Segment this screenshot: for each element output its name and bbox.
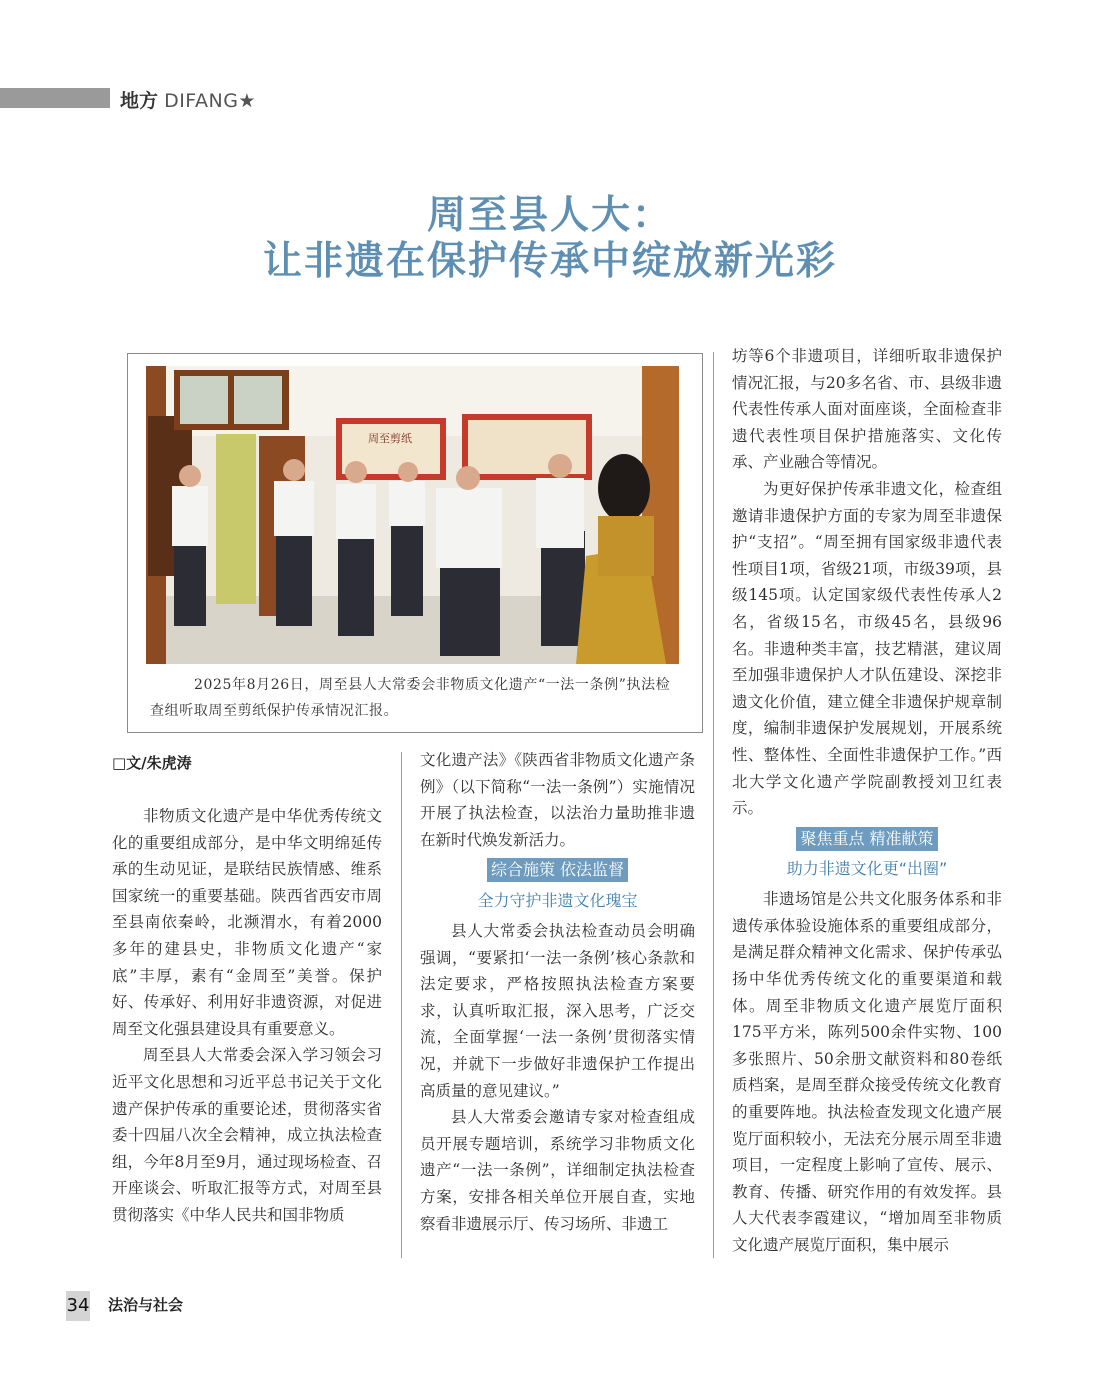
exhibit-board-title: 周至剪纸 xyxy=(368,432,412,445)
section-tag xyxy=(120,86,255,113)
section-band xyxy=(0,88,110,108)
text-column-3 xyxy=(732,343,1002,1259)
paragraph: 县人大常委会执法检查动员会明确强调，“要紧扣‘一法一条例’核心条款和法定要求，严格按照执法检查方案要求，认真听取汇报，深入思考，广泛交流，全面掌握‘一法一条例’贯彻落实情况，并就下一步做好非遗保护工作提出高质量的意见建议。” xyxy=(420,921,695,1100)
subheading: 助力非遗文化更“出圈” xyxy=(786,859,948,879)
subheading: 全力守护非遗文化瑰宝 xyxy=(477,890,638,910)
paragraph: 坊等6个非遗项目，详细听取非遗保护情况汇报，与20多名省、市、县级非遗代表性传承人面对面座谈，全面检查非遗代表性项目保护措施落实、文化传承、产业融合等情况。 xyxy=(732,347,1002,472)
star-icon: ★ xyxy=(238,90,256,112)
subheading-highlight-text: 综合施策 依法监督 xyxy=(487,858,628,882)
subheading-highlight xyxy=(420,857,695,884)
subheading-highlight xyxy=(732,826,1002,853)
column-divider xyxy=(713,352,714,1258)
inspection-photo xyxy=(146,366,679,664)
page-number: 34 xyxy=(66,1291,90,1321)
section-name-en: DIFANG xyxy=(164,90,239,112)
magazine-name: 法治与社会 xyxy=(108,1296,184,1314)
column-divider xyxy=(401,752,402,1258)
article-title-line1: 周至县人大： xyxy=(426,193,673,238)
article-title-line2: 让非遗在保护传承中绽放新光彩 xyxy=(262,239,837,284)
photo-frame xyxy=(127,353,703,733)
paragraph: 为更好保护传承非遗文化，检查组邀请非遗保护方面的专家为周至非遗保护“支招”。“周至拥有国家级非遗代表性项目1项，省级21项，市级39项，县级145项。认定国家级代表性传承人2名，省级15名，市级45名，县级96名。非遗种类丰富，技艺精湛，建议周至加强非遗保护人才队伍建设、深挖非遗文化价值，建立健全非遗保护规章制度，编制非遗保护发展规划，开展系统性、整体性、全面性非遗保护工作。”西北大学文化遗产学院副教授刘卫红表示。 xyxy=(732,479,1002,818)
photo-caption: 2025年8月26日，周至县人大常委会非物质文化遗产“一法一条例”执法检查组听取周至剪纸保护传承情况汇报。 xyxy=(150,677,671,719)
text-column-2 xyxy=(420,747,695,1237)
paragraph: 非遗场馆是公共文化服务体系和非遗传承体验设施体系的重要组成部分，是满足群众精神文化需求、保护传承弘扬中华优秀传统文化的重要渠道和载体。周至非物质文化遗产展览厅面积175平方米，陈列500余件实物、100多张照片、50余册文献资料和80卷纸质档案，是周至群众接受传统文化教育的重要阵地。执法检查发现文化遗产展览厅面积较小，无法充分展示周至非遗项目，一定程度上影响了宣传、展示、教育、传播、研究作用的有效发挥。县人大代表李霞建议，“增加周至非物质文化遗产展览厅面积，集中展示 xyxy=(732,890,1002,1254)
subheading-highlight-text: 聚焦重点 精准献策 xyxy=(796,827,937,851)
text-column-1 xyxy=(112,803,382,1229)
paragraph: 周至县人大常委会深入学习领会习近平文化思想和习近平总书记关于文化遗产保护传承的重要论述，贯彻落实省委十四届八次全会精神，成立执法检查组，今年8月至9月，通过现场检查、召开座谈会、听取汇报等方式，对周至县贯彻落实《中华人民共和国非物质 xyxy=(112,1046,382,1224)
section-name-zh: 地方 xyxy=(120,90,159,112)
paragraph: 县人大常委会邀请专家对检查组成员开展专题培训，系统学习非物质文化遗产“一法一条例”，详细制定执法检查方案，安排各相关单位开展自查，实地察看非遗展示厅、传习场所、非遗工 xyxy=(420,1108,695,1233)
byline: □文/朱虎涛 xyxy=(112,754,192,772)
paragraph: 非物质文化遗产是中华优秀传统文化的重要组成部分，是中华文明绵延传承的生动见证，是联结民族情感、维系国家统一的重要基础。陕西省西安市周至县南依秦岭，北濒渭水，有着2000多年的建县史，非物质文化遗产“家底”丰厚，素有“金周至”美誉。保护好、传承好、利用好非遗资源，对促进周至文化强县建设具有重要意义。 xyxy=(112,807,382,1038)
paragraph: 文化遗产法》《陕西省非物质文化遗产条例》（以下简称“一法一条例”）实施情况开展了执法检查，以法治力量助推非遗在新时代焕发新活力。 xyxy=(420,751,695,849)
